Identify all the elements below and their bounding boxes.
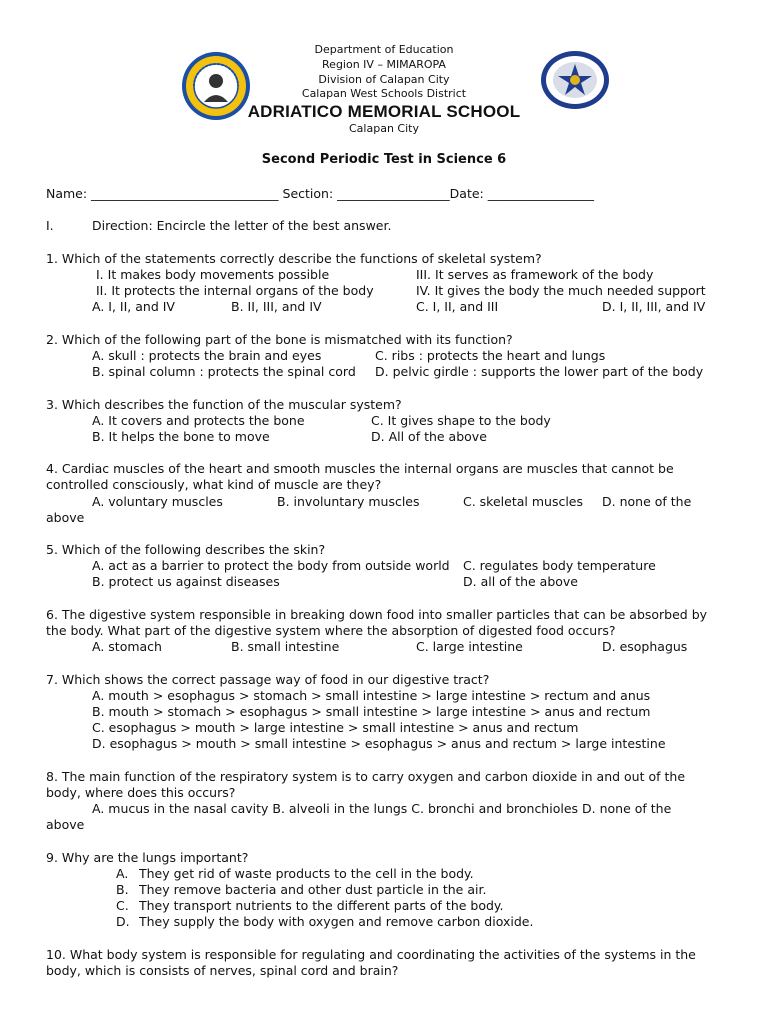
q1-statement-4: IV. It gives the body the much needed support xyxy=(416,283,706,298)
q5-option-a[interactable]: A. act as a barrier to protect the body from outside world xyxy=(92,558,450,573)
q6-option-b[interactable]: B. small intestine xyxy=(231,639,340,654)
q7-question: 7. Which shows the correct passage way of food in our digestive tract? xyxy=(46,672,490,687)
q3-option-b[interactable]: B. It helps the bone to move xyxy=(92,429,270,444)
q9-option-c[interactable]: They transport nutrients to the different parts of the body. xyxy=(139,898,504,913)
q5-option-d[interactable]: D. all of the above xyxy=(463,574,578,589)
direction-numeral: I. xyxy=(46,218,54,233)
school-name: ADRIATICO MEMORIAL SCHOOL xyxy=(247,102,521,121)
q1-statement-1: I. It makes body movements possible xyxy=(96,267,330,282)
q3-option-d[interactable]: D. All of the above xyxy=(371,429,487,444)
q9-option-b-letter: B. xyxy=(116,882,129,897)
q3-option-a[interactable]: A. It covers and protects the bone xyxy=(92,413,305,428)
q5-option-c[interactable]: C. regulates body temperature xyxy=(463,558,656,573)
q9-option-b[interactable]: They remove bacteria and other dust particle in the air. xyxy=(139,882,487,897)
direction-text: Direction: Encircle the letter of the best answer. xyxy=(92,218,392,233)
q7-option-c[interactable]: C. esophagus > mouth > large intestine > small intestine > anus and rectum xyxy=(92,720,579,735)
q2-option-a[interactable]: A. skull : protects the brain and eyes xyxy=(92,348,322,363)
q2-option-b[interactable]: B. spinal column : protects the spinal cord xyxy=(92,364,356,379)
q1-option-b[interactable]: B. II, III, and IV xyxy=(231,299,322,314)
q4-option-b[interactable]: B. involuntary muscles xyxy=(277,494,420,509)
q7-option-d[interactable]: D. esophagus > mouth > small intestine > esophagus > anus and rectum > large intestine xyxy=(92,736,666,751)
q8-options[interactable]: A. mucus in the nasal cavity B. alveoli in the lungs C. bronchi and bronchioles D. none of the xyxy=(92,801,672,816)
district-text: Calapan West Schools District xyxy=(301,87,467,100)
q4-option-c[interactable]: C. skeletal muscles xyxy=(463,494,584,509)
division-text: Division of Calapan City xyxy=(318,73,450,86)
q1-option-d[interactable]: D. I, II, III, and IV xyxy=(602,299,706,314)
q6-question-line-2: the body. What part of the digestive system where the absorption of digested food occurs? xyxy=(46,623,616,638)
q5-option-b[interactable]: B. protect us against diseases xyxy=(92,574,280,589)
q4-option-d[interactable]: D. none of the xyxy=(602,494,692,509)
department-text: Department of Education xyxy=(314,43,454,56)
q1-statement-2: II. It protects the internal organs of the body xyxy=(96,283,374,298)
q9-option-c-letter: C. xyxy=(116,898,129,913)
q1-option-c[interactable]: C. I, II, and III xyxy=(416,299,499,314)
q1-option-a[interactable]: A. I, II, and IV xyxy=(92,299,175,314)
q7-option-b[interactable]: B. mouth > stomach > esophagus > small intestine > large intestine > anus and rectum xyxy=(92,704,651,719)
test-title: Second Periodic Test in Science 6 xyxy=(261,152,507,167)
q7-option-a[interactable]: A. mouth > esophagus > stomach > small intestine > large intestine > rectum and anus xyxy=(92,688,651,703)
q2-option-d[interactable]: D. pelvic girdle : supports the lower part of the body xyxy=(375,364,704,379)
q6-option-d[interactable]: D. esophagus xyxy=(602,639,688,654)
q10-question-line-2: body, which is consists of nerves, spinal cord and brain? xyxy=(46,963,399,978)
q2-option-c[interactable]: C. ribs : protects the heart and lungs xyxy=(375,348,606,363)
q1-statement-3: III. It serves as framework of the body xyxy=(416,267,654,282)
q6-option-a[interactable]: A. stomach xyxy=(92,639,162,654)
q4-question-line-1: 4. Cardiac muscles of the heart and smooth muscles the internal organs are muscles that cannot be xyxy=(46,461,674,476)
q6-option-c[interactable]: C. large intestine xyxy=(416,639,523,654)
q4-option-d-wrap: above xyxy=(46,510,85,525)
region-text: Region IV – MIMAROPA xyxy=(322,58,446,71)
q9-option-a-letter: A. xyxy=(116,866,129,881)
name-section-date-line: Name: ______________________________ Section: __________________Date: _________________ xyxy=(46,186,594,201)
q5-question: 5. Which of the following describes the skin? xyxy=(46,542,326,557)
q6-question-line-1: 6. The digestive system responsible in breaking down food into smaller particles that can be absorbed by xyxy=(46,607,708,622)
q9-option-d[interactable]: They supply the body with oxygen and remove carbon dioxide. xyxy=(139,914,534,929)
q10-question-line-1: 10. What body system is responsible for regulating and coordinating the activities of the systems in the xyxy=(46,947,696,962)
q1-question: 1. Which of the statements correctly describe the functions of skeletal system? xyxy=(46,251,542,266)
q2-question: 2. Which of the following part of the bone is mismatched with its function? xyxy=(46,332,513,347)
q4-question-line-2: controlled consciously, what kind of muscle are they? xyxy=(46,477,382,492)
q9-question: 9. Why are the lungs important? xyxy=(46,850,249,865)
q4-option-a[interactable]: A. voluntary muscles xyxy=(92,494,223,509)
q3-question: 3. Which describes the function of the muscular system? xyxy=(46,397,402,412)
q9-option-a[interactable]: They get rid of waste products to the cell in the body. xyxy=(139,866,474,881)
q3-option-c[interactable]: C. It gives shape to the body xyxy=(371,413,551,428)
q8-option-d-wrap: above xyxy=(46,817,85,832)
q9-option-d-letter: D. xyxy=(116,914,130,929)
q8-question-line-2: body, where does this occurs? xyxy=(46,785,236,800)
city-text: Calapan City xyxy=(349,122,419,135)
q8-question-line-1: 8. The main function of the respiratory system is to carry oxygen and carbon dioxide in and out of the xyxy=(46,769,686,784)
